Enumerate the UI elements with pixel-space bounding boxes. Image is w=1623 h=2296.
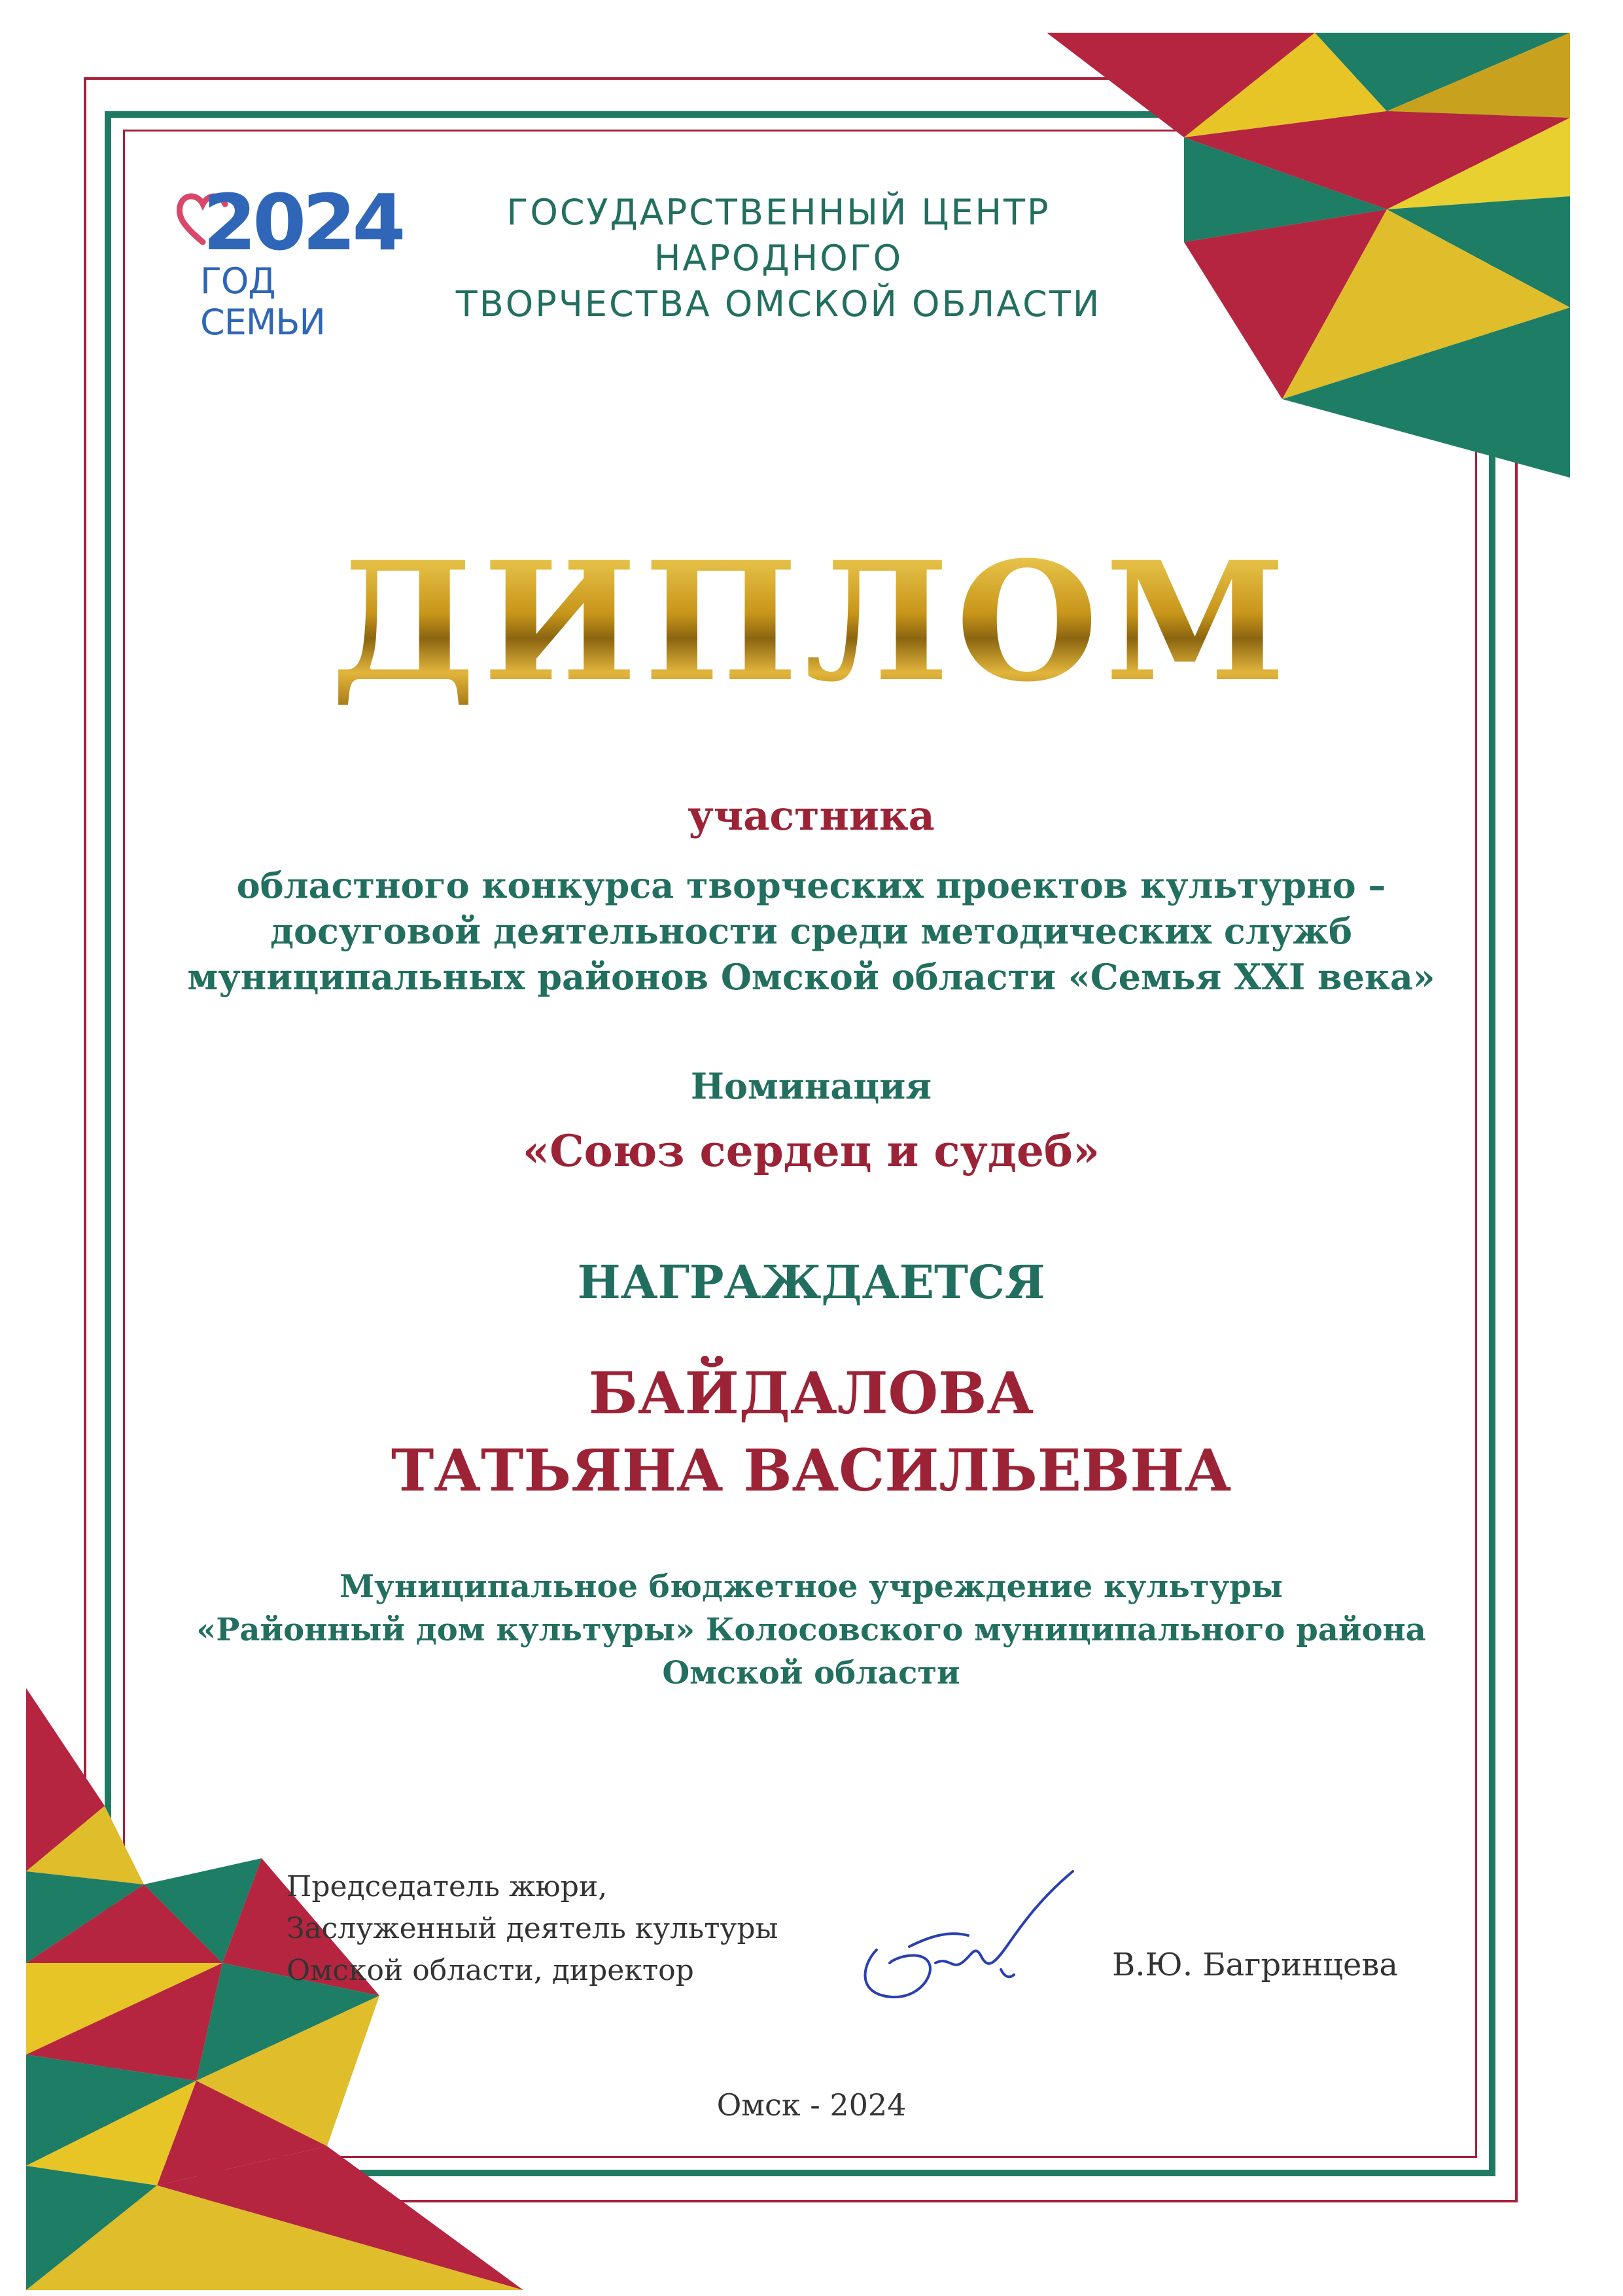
diploma-title: ДИПЛОМ	[0, 537, 1623, 707]
contest-line-2: досуговой деятельности среди методических служб	[270, 910, 1352, 952]
nomination-label: Номинация	[690, 1065, 932, 1107]
signatory-name: В.Ю. Багринцева	[1112, 1947, 1398, 1983]
institution-name	[124, 1565, 1498, 1695]
contest-description	[124, 862, 1498, 1000]
nomination-name: «Союз сердец и судеб»	[522, 1125, 1100, 1176]
signatory-position	[287, 1866, 778, 1992]
participant-label: участника	[688, 792, 935, 839]
contest-line-1: областного конкурса творческих проектов культурно –	[236, 864, 1386, 906]
place-and-date: Омск - 2024	[716, 2087, 907, 2123]
organization-name	[393, 190, 1164, 327]
year-of-family-logo	[177, 177, 402, 343]
awarded-label: НАГРАЖДАЕТСЯ	[577, 1255, 1045, 1309]
recipient-given-names: ТАТЬЯНА ВАСИЛЬЕВНА	[391, 1436, 1232, 1504]
signatory-position-line-2: Заслуженный деятель культуры	[287, 1912, 778, 1945]
signatory-position-line-3: Омской области, директор	[287, 1954, 694, 1987]
organization-line-2: ТВОРЧЕСТВА ОМСКОЙ ОБЛАСТИ	[455, 283, 1102, 325]
institution-line-3: Омской области	[662, 1655, 960, 1691]
handwritten-signature	[837, 1865, 1099, 2022]
signatory-position-line-1: Председатель жюри,	[287, 1870, 608, 1903]
organization-line-1: ГОСУДАРСТВЕННЫЙ ЦЕНТР НАРОДНОГО	[506, 192, 1051, 279]
contest-line-3: муниципальных районов Омской области «Семья XXI века»	[187, 956, 1435, 998]
recipient-name	[124, 1354, 1498, 1509]
logo-subtitle: ГОД СЕМЬИ	[200, 260, 325, 343]
logo-year: 2024	[203, 177, 402, 268]
recipient-surname: БАЙДАЛОВА	[588, 1359, 1034, 1427]
institution-line-1: Муниципальное бюджетное учреждение культуры	[340, 1568, 1283, 1605]
institution-line-2: «Районный дом культуры» Колосовского муниципального района	[196, 1612, 1426, 1648]
